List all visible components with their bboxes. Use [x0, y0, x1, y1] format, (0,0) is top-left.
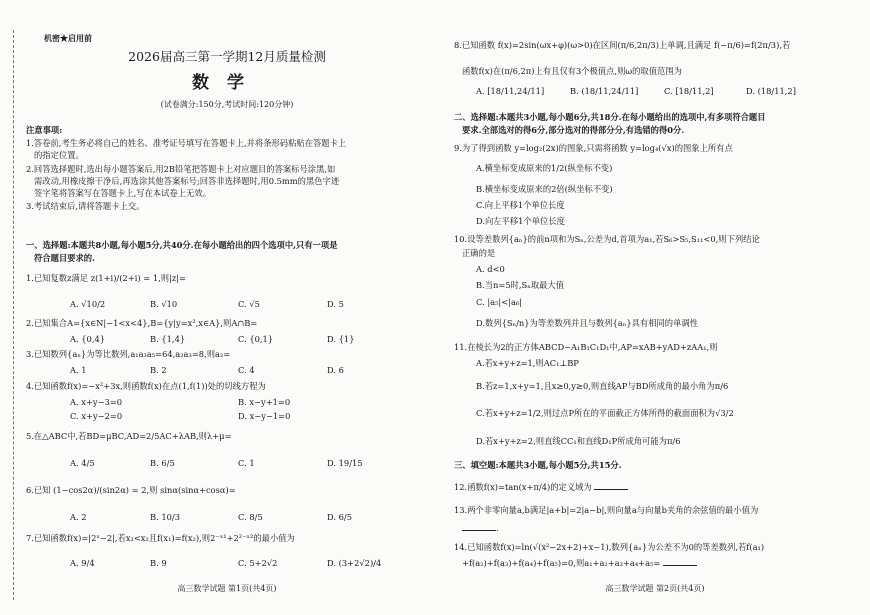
- q6-option-b[interactable]: B. 10/3: [150, 512, 181, 522]
- section-2-heading-cont: 要求.全部选对的得6分,部分选对的得部分分,有选错的得0分.: [462, 125, 685, 135]
- q9-option-c[interactable]: C.向上平移1个单位长度: [476, 200, 565, 210]
- section-1-heading-cont: 符合题目要求的.: [34, 253, 95, 263]
- section-2-heading: 二、选择题:本题共3小题,每小题6分,共18分.在每小题给出的选项中,有多项符合题目: [454, 112, 766, 122]
- question-1-stem: 1.已知复数z满足 z(1+i)/(2+i) = 1,则|z|=: [26, 273, 186, 283]
- q7-option-c[interactable]: C. 5+2√2: [238, 558, 278, 568]
- q13-period: .: [496, 523, 499, 533]
- q8-option-b[interactable]: B. (18/11,24/11]: [570, 86, 639, 96]
- q9-option-b[interactable]: B.横坐标变成原来的2倍(纵坐标不变): [476, 184, 613, 194]
- section-3-heading: 三、填空题:本题共3小题,每小题5分,共15分.: [454, 460, 622, 470]
- question-6-stem: 6.已知 (1−cos2α)/(sin2α) = 2,则 sinα(sinα+cosα)=: [26, 485, 236, 495]
- q6-option-c[interactable]: C. 8/5: [238, 512, 263, 522]
- q1-option-c[interactable]: C. √5: [238, 299, 260, 309]
- q5-option-d[interactable]: D. 19/15: [327, 458, 363, 468]
- q6-option-a[interactable]: A. 2: [70, 512, 87, 522]
- confidential-mark: 机密★启用前: [44, 33, 92, 43]
- q10-option-b[interactable]: B.当n=5时,Sₙ取最大值: [476, 280, 565, 290]
- q10-option-a[interactable]: A. d<0: [476, 264, 505, 274]
- question-13-stem-cont: [462, 522, 499, 534]
- q12-text: 12.函数f(x)=tan(x+π/4)的定义域为: [454, 482, 592, 492]
- note-line: 签字笔将答案写在答题卡上,写在本试卷上无效。: [34, 188, 211, 198]
- exam-title: 2026届高三第一学期12月质量检测: [128, 49, 326, 64]
- q12-answer-blank[interactable]: [594, 481, 628, 490]
- question-7-stem: 7.已知函数f(x)=|2ˣ−2|,若x₁<x₂且f(x₁)=f(x₂),则2⁻ˣ¹+2²⁻ˣ²的最小值为: [26, 533, 295, 543]
- subject-title: 数学: [192, 73, 262, 93]
- note-line: 1.答卷前,考生务必将自己的姓名、准考证号填写在答题卡上,并将条形码粘贴在答题卡上: [26, 138, 347, 148]
- question-14-stem-cont: [462, 557, 697, 569]
- note-line: 2.回答选择题时,选出每小题答案后,用2B铅笔把答题卡上对应题目的答案标号涂黑,如: [26, 164, 336, 174]
- q7-option-d[interactable]: D. (3+2√2)/4: [327, 558, 382, 568]
- question-8-stem-cont: 函数f(x)在(π/6,2π)上有且仅有3个极值点,则ω的取值范围为: [462, 66, 682, 76]
- q11-option-b[interactable]: B.若z=1,x+y=1,且x≥0,y≥0,则直线AP与BD所成角的最小角为π/6: [476, 381, 729, 391]
- q3-option-d[interactable]: D. 6: [327, 365, 344, 375]
- q8-option-c[interactable]: C. [18/11,2]: [664, 86, 714, 96]
- question-5-stem: 5.在△ABC中,若BD=μBC,AD=2/5AC+λAB,则λ+μ=: [26, 431, 232, 441]
- page-1: [22, 0, 432, 615]
- q11-option-a[interactable]: A.若x+y+z=1,则AC₁⊥BP: [476, 358, 579, 368]
- question-9-stem: 9.为了得到函数 y=log₂(2x)的图象,只需将函数 y=log₄(√x)的图象上所有点: [454, 143, 733, 153]
- question-11-stem: 11.在棱长为2的正方体ABCD−A₁B₁C₁D₁中,AP=xAB+yAD+zAA₁,则: [454, 342, 718, 352]
- q2-option-a[interactable]: A. {0,4}: [70, 334, 106, 344]
- q5-option-a[interactable]: A. 4/5: [70, 458, 95, 468]
- q9-option-d[interactable]: D.向左平移1个单位长度: [476, 216, 565, 226]
- q4-option-d[interactable]: D. x−y−1=0: [238, 411, 291, 421]
- q2-option-d[interactable]: D. {1}: [327, 334, 355, 344]
- q1-option-b[interactable]: B. √10: [150, 299, 178, 309]
- question-13-stem: 13.两个非零向量a,b满足|a+b|=2|a−b|,则向量a与向量b夹角的余弦值的最小值为: [454, 505, 759, 515]
- q7-option-b[interactable]: B. 9: [150, 558, 167, 568]
- note-line: 需改动,用橡皮擦干净后,再选涂其他答案标号;回答非选择题时,用0.5mm的黑色字迹: [34, 176, 340, 186]
- question-14-stem: 14.已知函数f(x)=ln(√(x²−2x+2)+x−1),数列{aₙ}为公差不为0的等差数列,若f(a₁): [454, 542, 765, 552]
- q3-option-b[interactable]: B. 2: [150, 365, 167, 375]
- question-8-stem: 8.已知函数 f(x)=2sin(ωx+φ)(ω>0)在区间(π/6,2π/3)上单调,且满足 f(−π/6)=f(2π/3),若: [454, 40, 791, 50]
- question-3-stem: 3.已知数列{aₙ}为等比数列,a₁a₃a₅=64,a₂a₃=8,则a₂=: [26, 349, 231, 359]
- page-2-footer: 高三数学试题 第2页(共4页): [605, 584, 705, 593]
- q13-answer-blank[interactable]: [462, 522, 496, 531]
- q7-option-a[interactable]: A. 9/4: [70, 558, 95, 568]
- q11-option-d[interactable]: D.若x+y+z=2,则直线CC₁和直线D₁P所成角可能为π/6: [476, 436, 681, 446]
- q8-option-d[interactable]: D. (18/11,2]: [746, 86, 796, 96]
- note-line: 的指定位置。: [34, 150, 84, 160]
- page-1-footer: 高三数学试题 第1页(共4页): [177, 584, 277, 593]
- exam-info: (试卷满分:150分,考试时间:120分钟): [160, 100, 294, 109]
- q2-option-c[interactable]: C. {0,1}: [238, 334, 274, 344]
- q11-option-c[interactable]: C.若x+y+z=1/2,则过点P所在的平面截正方体所得的截面面积为√3/2: [476, 408, 734, 418]
- page-2: [450, 0, 862, 615]
- q10-option-d[interactable]: D.数列{Sₙ/n}为等差数列并且与数列{aₙ}具有相同的单调性: [476, 318, 698, 328]
- question-10-stem-cont: 正确的是: [462, 248, 496, 258]
- q4-option-b[interactable]: B. x−y+1=0: [238, 397, 291, 407]
- q1-option-a[interactable]: A. √10/2: [70, 299, 106, 309]
- q1-option-d[interactable]: D. 5: [327, 299, 344, 309]
- q5-option-b[interactable]: B. 6/5: [150, 458, 175, 468]
- section-1-heading: 一、选择题:本题共8小题,每小题5分,共40分.在每小题给出的四个选项中,只有一项是: [26, 240, 338, 250]
- q9-option-a[interactable]: A.横坐标变成原来的1/2(纵坐标不变): [476, 163, 613, 173]
- question-4-stem: 4.已知函数f(x)=−x²+3x,则函数f(x)在点(1,f(1))处的切线方程为: [26, 381, 266, 391]
- q4-option-a[interactable]: A. x+y−3=0: [70, 397, 123, 407]
- notes-heading: 注意事项:: [26, 125, 63, 135]
- question-12-stem: [454, 481, 628, 493]
- q2-option-b[interactable]: B. {1,4}: [150, 334, 186, 344]
- q4-option-c[interactable]: C. x+y−2=0: [70, 411, 123, 421]
- binding-line: [13, 30, 14, 600]
- q14-text: +f(a₂)+f(a₃)+f(a₄)+f(a₅)=0,则a₁+a₂+a₃+a₄+a₅=: [462, 558, 661, 568]
- q10-option-c[interactable]: C. |a₅|<|a₆|: [476, 297, 523, 307]
- q3-option-c[interactable]: C. 4: [238, 365, 255, 375]
- question-2-stem: 2.已知集合A={x∈N|−1<x<4},B={y|y=x²,x∈A},则A∩B=: [26, 318, 258, 328]
- question-10-stem: 10.设等差数列{aₙ}的前n项和为Sₙ,公差为d,首项为a₁,若S₆>S₅,S₁₁<0,则下列结论: [454, 234, 760, 244]
- q14-answer-blank[interactable]: [663, 557, 697, 566]
- q6-option-d[interactable]: D. 6/5: [327, 512, 352, 522]
- q3-option-a[interactable]: A. 1: [70, 365, 87, 375]
- note-line: 3.考试结束后,请将答题卡上交。: [26, 201, 145, 211]
- q5-option-c[interactable]: C. 1: [238, 458, 255, 468]
- q8-option-a[interactable]: A. [18/11,24/11]: [476, 86, 545, 96]
